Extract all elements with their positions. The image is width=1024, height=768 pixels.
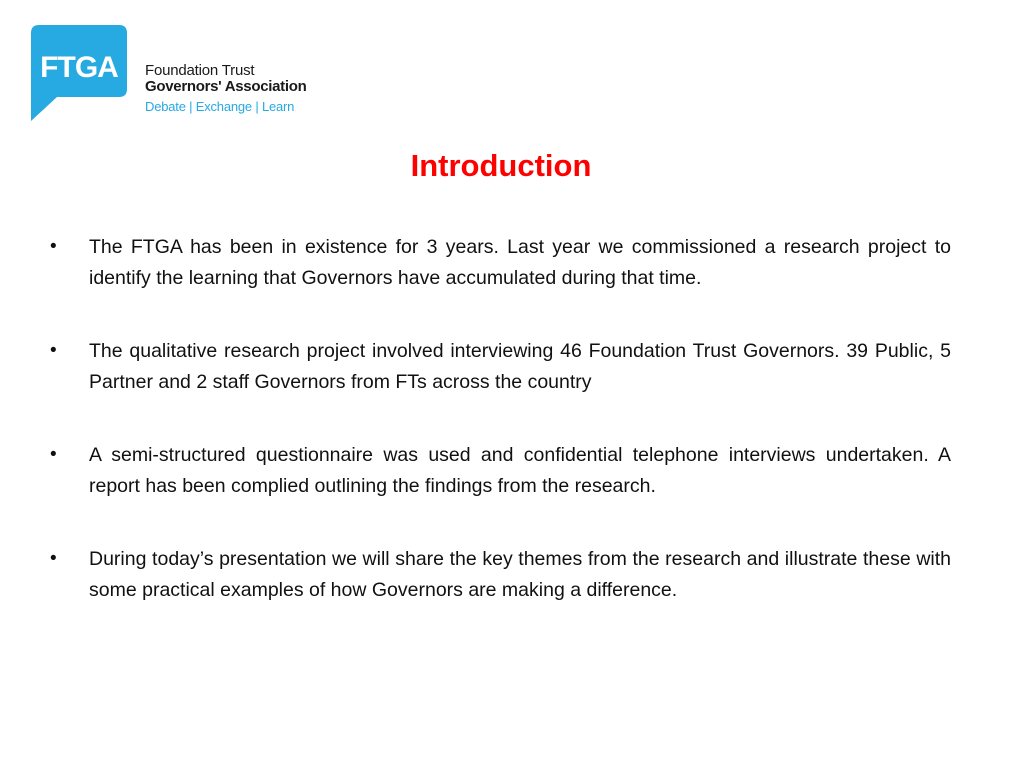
bullet-item — [48, 440, 951, 501]
slide-title: Introduction — [410, 148, 592, 183]
logo-badge-text: FTGA — [40, 51, 118, 84]
bullet-item — [48, 336, 951, 397]
logo-tagline: Debate | Exchange | Learn — [145, 99, 295, 114]
bullet-text: The qualitative research project involved interviewing 46 Foundation Trust Governors. 39 Public, 5 Partner and 2 staff Governors from FTs across the country — [89, 340, 951, 393]
ftga-logo — [31, 25, 351, 125]
bullet-dot-icon: • — [50, 236, 57, 257]
bullet-text: The FTGA has been in existence for 3 years. Last year we commissioned a research project to identify the learning that Governors have accumulated during that time. — [89, 236, 951, 289]
bullet-dot-icon: • — [50, 444, 57, 465]
bullet-item — [48, 544, 951, 605]
logo-wordmark — [145, 63, 355, 114]
bullet-dot-icon: • — [50, 548, 57, 569]
bullet-dot-icon: • — [50, 340, 57, 361]
logo-name-line1: Foundation Trust — [145, 62, 255, 79]
logo-name-line2: Governors' Association — [145, 78, 307, 95]
bullet-text: A semi-structured questionnaire was used and confidential telephone interviews undertaken. A report has been complied outlining the findings from the research. — [89, 444, 951, 497]
bullet-text: During today’s presentation we will share the key themes from the research and illustrate these with some practical examples of how Governors are making a difference. — [89, 548, 951, 601]
bullet-item — [48, 232, 951, 293]
ftga-speech-bubble-logo — [31, 25, 127, 121]
bullet-list — [48, 232, 951, 648]
